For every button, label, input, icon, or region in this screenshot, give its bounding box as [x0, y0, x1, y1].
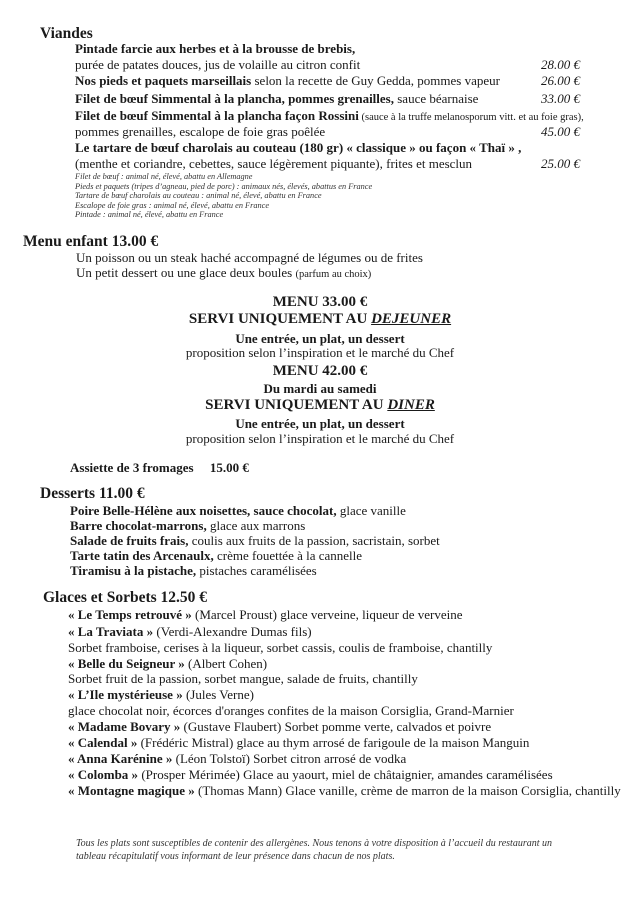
glace-description: glace chocolat noir, écorces d'oranges confites de la maison Corsiglia, Grand-Marnier: [68, 703, 514, 718]
menu-diner-days: Du mardi au samedi: [263, 381, 377, 396]
menu-diner-title: MENU 42.00 €: [272, 363, 368, 379]
glace-item: [68, 656, 267, 672]
glace-item: [68, 719, 491, 735]
dish-line: [75, 73, 500, 89]
glace-item: [68, 735, 529, 751]
glace-item: [68, 783, 621, 799]
glace-description: (Prosper Mérimée) Glace au yaourt, miel de châtaignier, amandes caramélisées: [138, 767, 553, 782]
glace-name: « La Traviata »: [68, 624, 154, 639]
served-prefix: SERVI UNIQUEMENT AU: [188, 311, 372, 327]
dish-description: sauce béarnaise: [393, 91, 479, 106]
section-title-menu-enfant: Menu enfant 13.00 €: [23, 233, 159, 250]
allergen-notice: [76, 838, 552, 863]
dessert-description: coulis aux fruits de la passion, sacristain, sorbet: [188, 533, 440, 548]
origin-note: Filet de bœuf : animal né, élevé, abattu en Allemagne: [75, 172, 253, 181]
glace-item: [68, 624, 312, 640]
dish-price: 45.00 €: [541, 124, 580, 139]
section-title-desserts: Desserts 11.00 €: [40, 485, 145, 502]
dish-description: selon la recette de Guy Gedda, pommes vapeur: [251, 73, 500, 88]
section-title-viandes: Viandes: [40, 25, 93, 42]
menu-dejeuner-title: MENU 33.00 €: [272, 294, 368, 310]
origin-note: Pintade : animal né, élevé, abattu en France: [75, 210, 224, 220]
dish-name: Pintade farcie aux herbes et à la brousse de brebis,: [75, 41, 356, 56]
glace-name: « Calendal »: [68, 735, 138, 750]
dessert-item: [70, 518, 305, 534]
glace-author: (Albert Cohen): [184, 656, 268, 671]
glace-description: (Marcel Proust) glace verveine, liqueur de verveine: [191, 607, 463, 622]
served-word: DEJEUNER: [371, 311, 452, 327]
served-word: DINER: [387, 397, 435, 413]
menu-enfant-line: Un poisson ou un steak haché accompagné de légumes ou de frites: [76, 250, 423, 265]
dish-price: 25.00 €: [541, 156, 580, 171]
dish-name: Nos pieds et paquets marseillais: [75, 73, 252, 88]
glace-author: (Jules Verne): [182, 687, 254, 702]
glace-item: [68, 751, 406, 767]
dessert-name: Tarte tatin des Arcenaulx,: [70, 548, 214, 563]
origin-notes: [75, 172, 372, 220]
fromages-line: [70, 460, 249, 476]
dish-name: Le tartare de bœuf charolais au couteau (180 gr) « classique » ou façon « Thaï » ,: [75, 140, 522, 155]
menu-dejeuner-composition: Une entrée, un plat, un dessert: [235, 331, 405, 346]
dish-description: (menthe et coriandre, cebettes, sauce légèrement piquante), frites et mesclun: [75, 156, 473, 171]
glace-item: [68, 767, 553, 783]
dessert-name: Poire Belle-Hélène aux noisettes, sauce chocolat,: [70, 503, 337, 518]
origin-note: Escalope de foie gras : animal né, élevé, abattu en France: [75, 200, 270, 210]
glace-name: « L’Ile mystérieuse »: [68, 687, 183, 702]
glace-item: [68, 607, 462, 623]
menu-enfant-line: [76, 265, 371, 283]
dish-line: [75, 91, 478, 107]
glace-name: « Colomba »: [68, 767, 139, 782]
glace-description: (Gustave Flaubert) Sorbet pomme verte, calvados et poivre: [180, 719, 492, 734]
allergen-line: Tous les plats sont susceptibles de contenir des allergènes. Nous tenons à votre disposition à l’accueil du restaurant un: [76, 838, 552, 849]
menu-diner-served: [0, 397, 640, 414]
menu-dejeuner-served: [0, 311, 640, 328]
menu-diner-composition: Une entrée, un plat, un dessert: [235, 416, 405, 431]
dessert-description: crème fouettée à la cannelle: [213, 548, 363, 563]
menu-diner-note: proposition selon l’inspiration et le marché du Chef: [185, 431, 455, 446]
dish-price: 26.00 €: [541, 73, 580, 88]
glace-author: (Verdi-Alexandre Dumas fils): [153, 624, 312, 639]
dessert-description: glace aux marrons: [206, 518, 306, 533]
served-prefix: SERVI UNIQUEMENT AU: [205, 397, 388, 413]
dish-name: Filet de bœuf Simmental à la plancha façon Rossini: [75, 108, 359, 123]
origin-note: Tartare de bœuf charolais au couteau : animal né, élevé, abattu en France: [75, 191, 322, 201]
fromages-label: Assiette de 3 fromages: [70, 460, 194, 475]
dish-price: 33.00 €: [541, 91, 580, 106]
glace-item: [68, 687, 254, 703]
fromages-price: 15.00 €: [209, 460, 249, 475]
glace-name: « Le Temps retrouvé »: [68, 607, 192, 622]
dish-price: 28.00 €: [541, 57, 580, 72]
glace-name: « Madame Bovary »: [68, 719, 181, 734]
dessert-name: Salade de fruits frais,: [70, 533, 189, 548]
glace-name: « Belle du Seigneur »: [68, 656, 185, 671]
dessert-item: [70, 548, 362, 564]
allergen-line: tableau récapitulatif vous informant de leur présence dans chacun de nos plats.: [76, 850, 395, 862]
dish-description: pommes grenailles, escalope de foie gras poêlée: [75, 124, 326, 139]
dish-description: purée de patates douces, jus de volaille au citron confit: [75, 57, 361, 72]
dessert-description: pistaches caramélisées: [196, 563, 317, 578]
glace-name: « Anna Karénine »: [68, 751, 173, 766]
glace-description: (Léon Tolstoï) Sorbet citron arrosé de vodka: [172, 751, 407, 766]
origin-note: Pieds et paquets (tripes d’agneau, pied de porc) : animaux nés, élevés, abattus en France: [75, 181, 373, 191]
dessert-item: [70, 563, 317, 579]
glace-name: « Montagne magique »: [68, 783, 195, 798]
dish-description: (sauce à la truffe melanosporum vitt. et au foie gras),: [358, 112, 584, 123]
section-title-glaces: Glaces et Sorbets 12.50 €: [43, 589, 208, 606]
glace-description: Sorbet fruit de la passion, sorbet mangue, salade de fruits, chantilly: [68, 671, 418, 686]
menu-enfant-note: (parfum au choix): [295, 269, 372, 280]
dessert-item: [70, 503, 406, 519]
glace-description: (Thomas Mann) Glace vanille, crème de marron de la maison Corsiglia, chantilly: [194, 783, 621, 798]
dish-name: Filet de bœuf Simmental à la plancha, pommes grenailles,: [75, 91, 394, 106]
glace-description: (Frédéric Mistral) glace au thym arrosé de farigoule de la maison Manguin: [137, 735, 530, 750]
dessert-description: glace vanille: [336, 503, 406, 518]
dessert-item: [70, 533, 440, 549]
menu-enfant-text: Un petit dessert ou une glace deux boules: [76, 265, 296, 280]
dessert-name: Barre chocolat-marrons,: [70, 518, 207, 533]
menu-dejeuner-note: proposition selon l’inspiration et le marché du Chef: [185, 345, 455, 360]
glace-description: Sorbet framboise, cerises à la liqueur, sorbet cassis, coulis de framboise, chantilly: [68, 640, 493, 655]
dessert-name: Tiramisu à la pistache,: [70, 563, 197, 578]
